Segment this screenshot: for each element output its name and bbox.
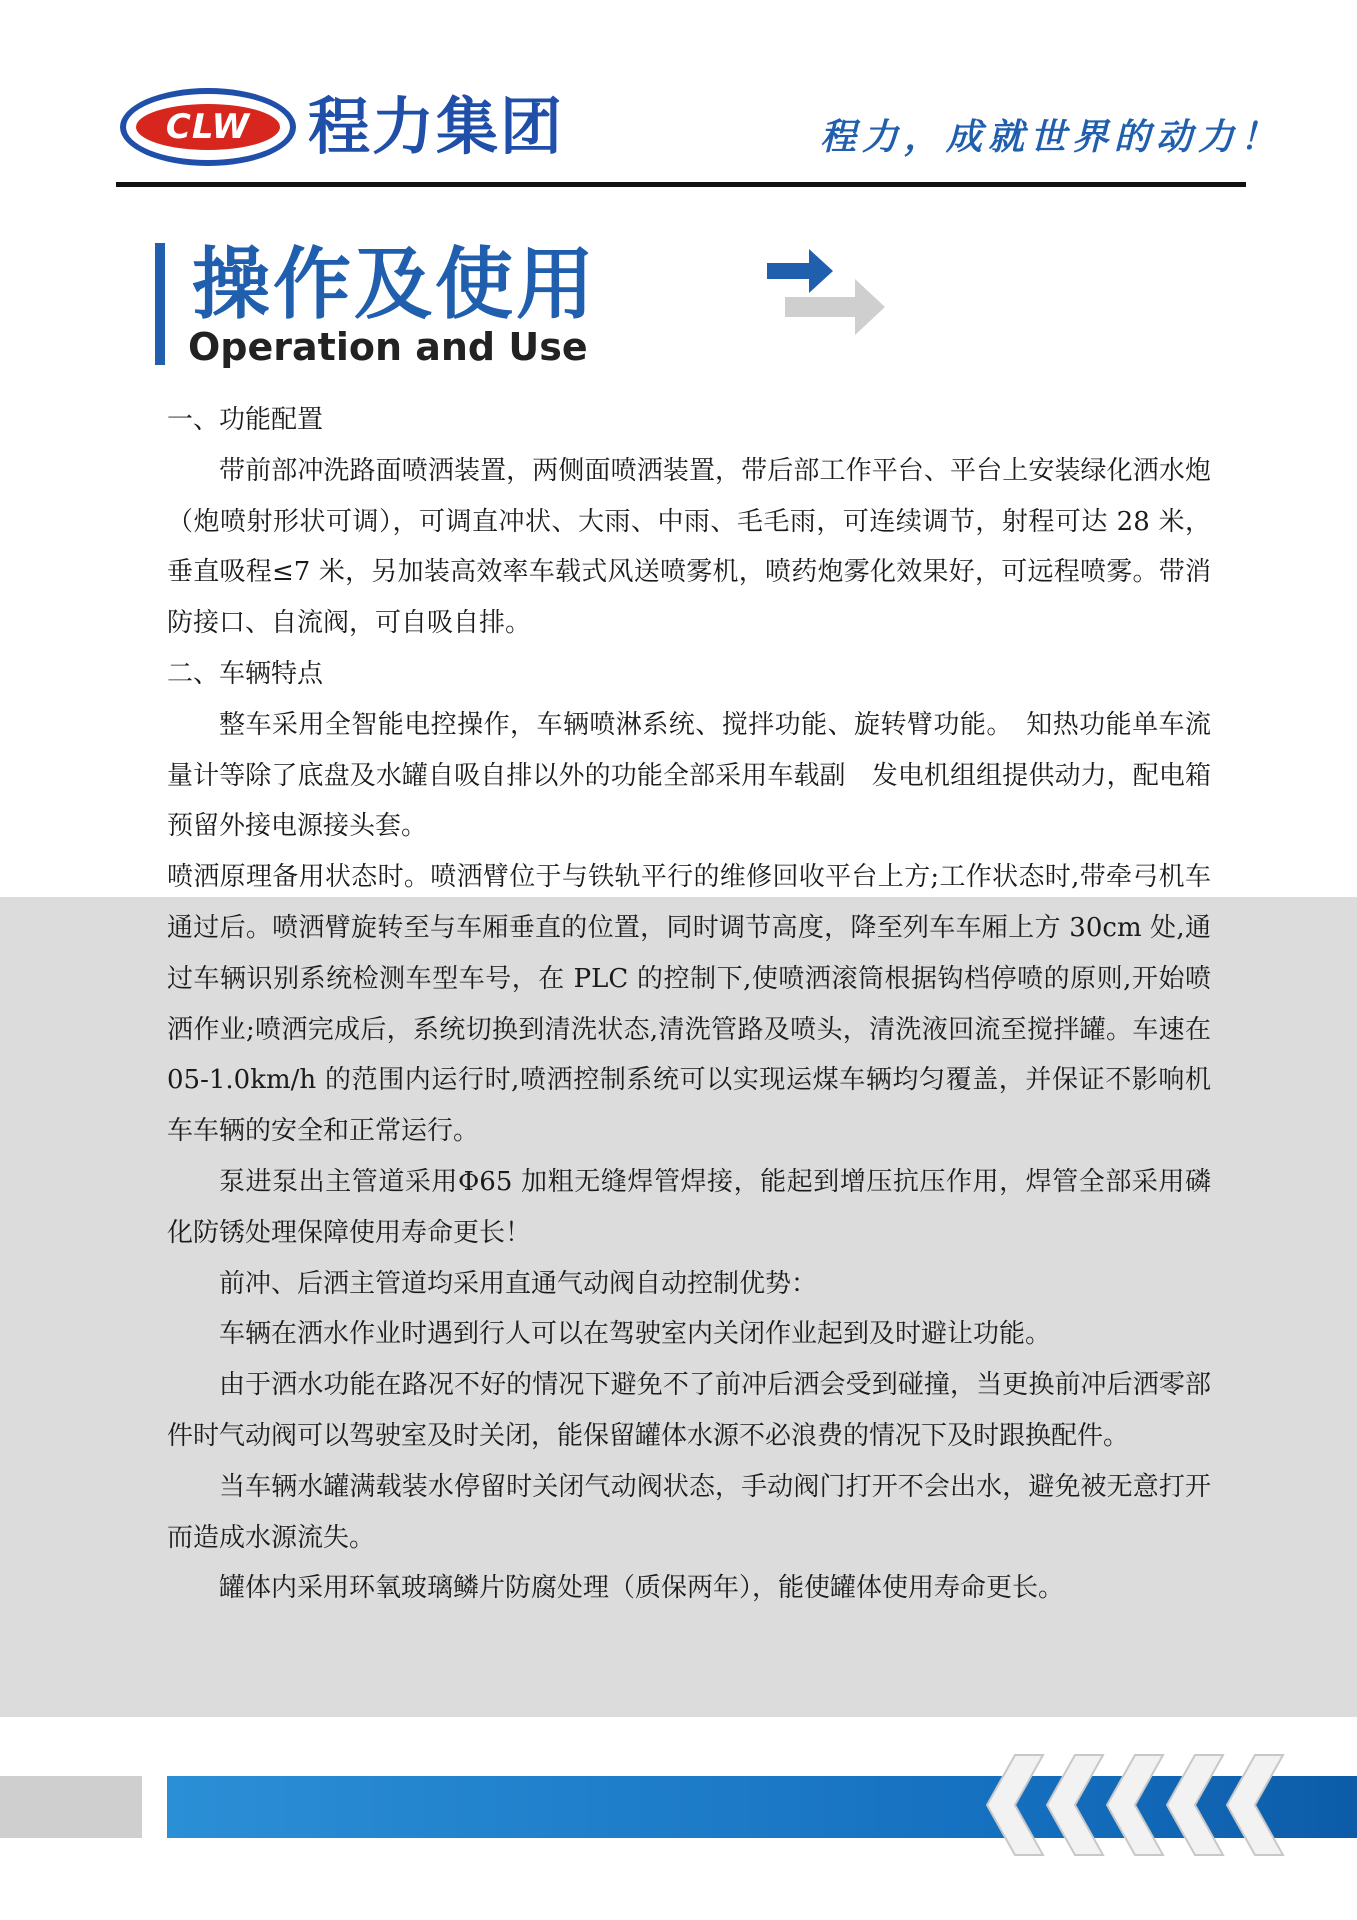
- paragraph: 车辆在洒水作业时遇到行人可以在驾驶室内关闭作业起到及时避让功能。: [219, 1319, 1052, 1350]
- title-accent-bar: [155, 243, 165, 365]
- company-logo: [120, 88, 296, 166]
- company-name: 程力集团: [308, 90, 565, 163]
- header-divider: [116, 182, 1246, 187]
- slogan: 程力，成就世界的动力！: [820, 116, 1283, 158]
- paragraph: 前冲、后洒主管道均采用直通气动阀自动控制优势：: [219, 1268, 818, 1299]
- chevron-decoration-icon: [985, 1735, 1285, 1865]
- footer-gray-block: [0, 1776, 142, 1838]
- paragraph: 当车辆水罐满载装水停留时关闭气动阀状态，手动阀门打开不会出水，避免被无意打开而造成水源流失。: [167, 1471, 1211, 1553]
- section-title-cn: 操作及使用: [192, 240, 598, 330]
- section-title-en: Operation and Use: [188, 325, 588, 369]
- paragraph: 带前部冲洗路面喷洒装置，两侧面喷洒装置，带后部工作平台、平台上安装绿化洒水炮（炮喷射形状可调），可调直冲状、大雨、中雨、毛毛雨，可连续调节，射程可达 28 米，垂直吸程≤7 米，另加装高效率车载式风送喷雾机，喷药炮雾化效果好，可远程喷雾。带消防接口、自流阀，可自吸自排。: [167, 455, 1211, 639]
- paragraph: 整车采用全智能电控操作，车辆喷淋系统、搅拌功能、旋转臂功能。 知热功能单车流量计等除了底盘及水罐自吸自排以外的功能全部采用车载副 发电机组组提供动力，配电箱预留外接电源接头套。: [167, 709, 1211, 842]
- paragraph: 喷洒原理备用状态时。喷洒臂位于与铁轨平行的维修回收平台上方;工作状态时,带牵弓机车通过后。喷洒臂旋转至与车厢垂直的位置，同时调节高度，降至列车车厢上方 30cm 处,通过车辆识别系统检测车型车号，在 PLC 的控制下,使喷洒滚筒根据钩档停喷的原则,开始喷洒作业;喷洒完成后，系统切换到清洗状态,清洗管路及喷头，清洗液回流至搅拌罐。车速在 05-1.0km/h 的范围内运行时,喷洒控制系统可以实现运煤车辆均匀覆盖，并保证不影响机车车辆的安全和正常运行。: [167, 862, 1211, 1147]
- paragraph: 罐体内采用环氧玻璃鳞片防腐处理（质保两年），能使罐体使用寿命更长。: [219, 1573, 1065, 1604]
- arrow-icon: [765, 245, 895, 335]
- logo-letters: CLW: [165, 107, 251, 147]
- paragraph: 由于洒水功能在路况不好的情况下避免不了前冲后洒会受到碰撞，当更换前冲后洒零部件时气动阀可以驾驶室及时关闭，能保留罐体水源不必浪费的情况下及时跟换配件。: [167, 1370, 1211, 1451]
- paragraph: 二、车辆特点: [167, 658, 324, 689]
- body-text: [167, 395, 1211, 1614]
- paragraph: 泵进泵出主管道采用Φ65 加粗无缝焊管焊接，能起到增压抗压作用，焊管全部采用磷化防锈处理保障使用寿命更长！: [167, 1166, 1211, 1248]
- paragraph: 一、功能配置: [167, 405, 324, 435]
